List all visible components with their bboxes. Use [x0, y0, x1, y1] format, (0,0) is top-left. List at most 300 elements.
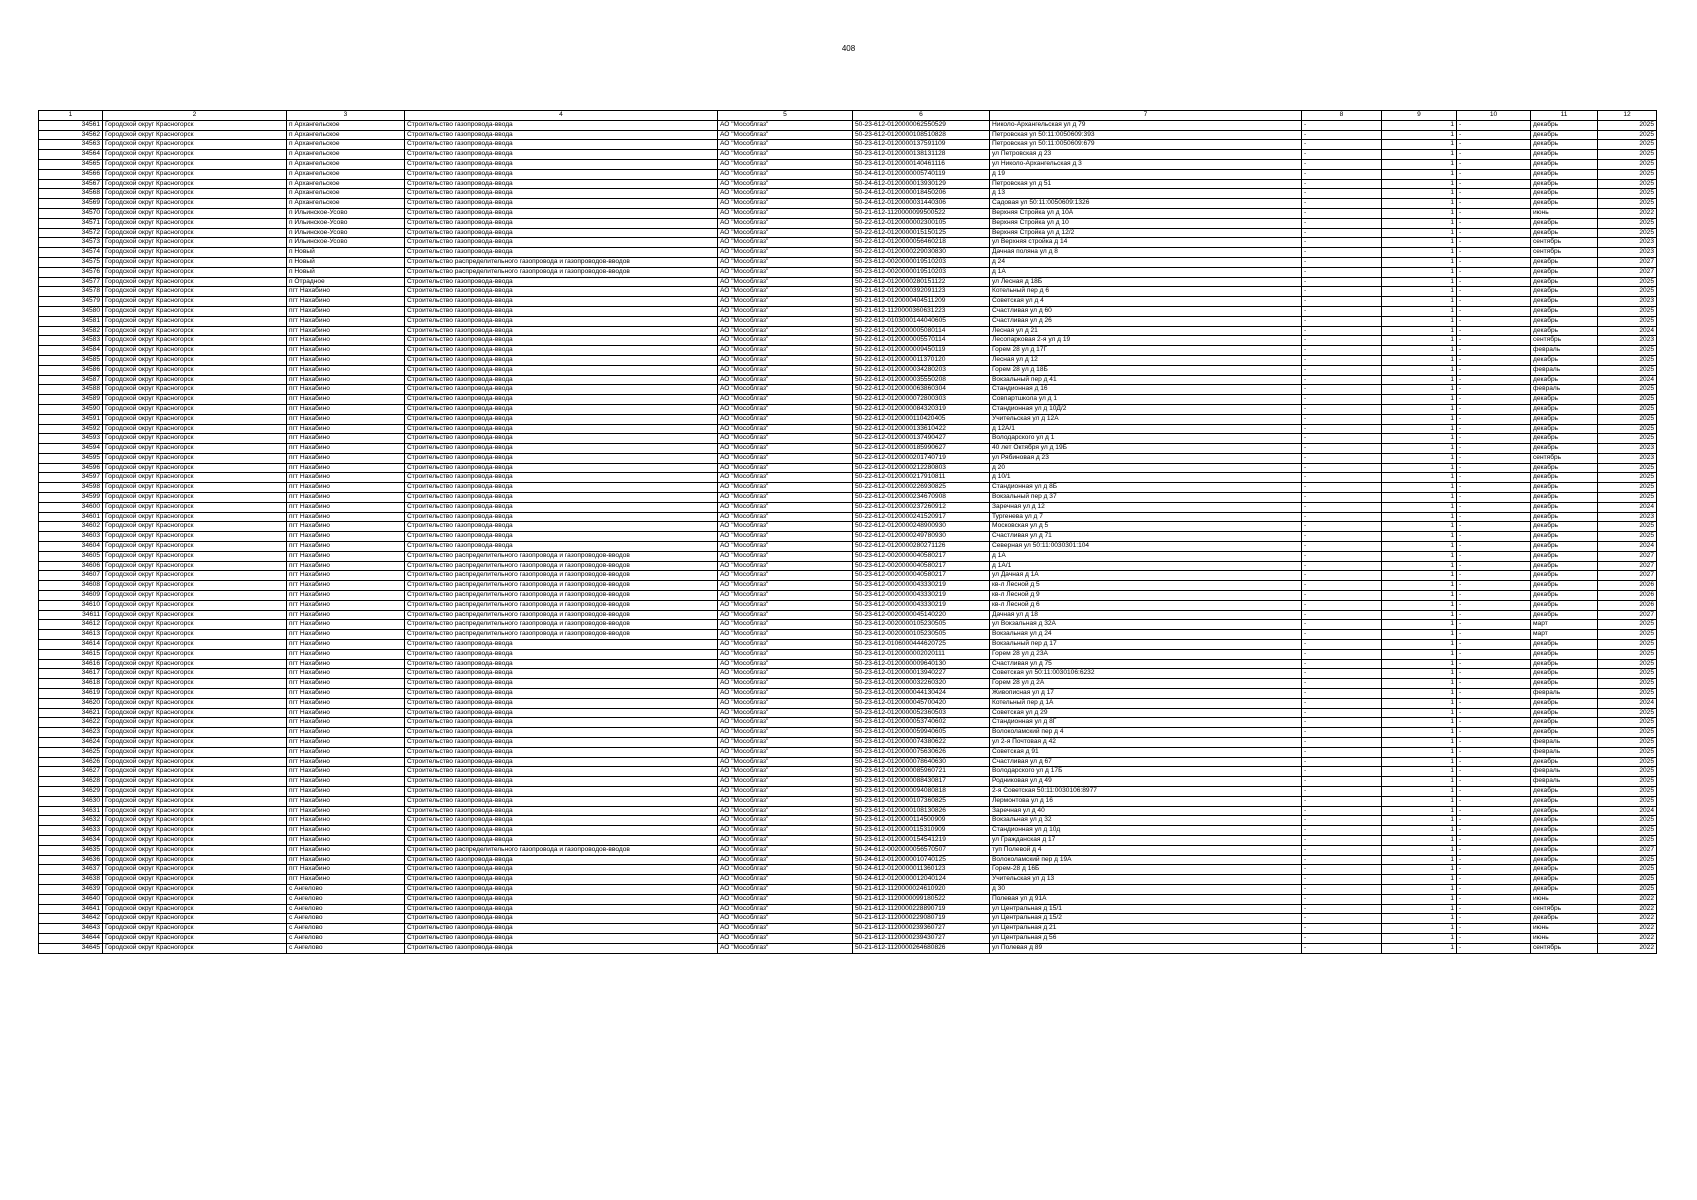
table-cell: 2025	[1598, 875, 1657, 885]
table-row	[39, 835, 1657, 845]
table-cell: АО "Мособлгаз"	[718, 414, 853, 424]
table-cell: Городской округ Красногорск	[103, 796, 287, 806]
table-cell: с Ангелово	[287, 933, 405, 943]
table-cell: февраль	[1531, 777, 1598, 787]
table-cell: Лесная ул д 21	[990, 326, 1302, 336]
table-cell: Городской округ Красногорск	[103, 669, 287, 679]
table-cell: Строительство газопровода-ввода	[405, 434, 718, 444]
table-cell: 50-23-612-0020000040580217	[853, 551, 990, 561]
table-cell: 2025	[1598, 816, 1657, 826]
table-cell: 34575	[39, 257, 103, 267]
table-cell: -	[1457, 855, 1531, 865]
table-cell: пгт Нахабино	[287, 522, 405, 532]
table-cell: декабрь	[1531, 610, 1598, 620]
table-cell: 34561	[39, 120, 103, 130]
table-cell: 34624	[39, 738, 103, 748]
table-row	[39, 649, 1657, 659]
table-cell: 50-23-612-0120000115310909	[853, 826, 990, 836]
table-cell: пгт Нахабино	[287, 512, 405, 522]
table-row	[39, 708, 1657, 718]
table-cell: пгт Нахабино	[287, 689, 405, 699]
table-cell: Строительство газопровода-ввода	[405, 640, 718, 650]
table-cell: 1	[1382, 924, 1457, 934]
table-cell: 2022	[1598, 208, 1657, 218]
table-cell: -	[1302, 218, 1382, 228]
table-cell: -	[1457, 835, 1531, 845]
table-cell: 50-22-612-0120000005080114	[853, 326, 990, 336]
table-cell: АО "Мособлгаз"	[718, 855, 853, 865]
table-cell: 50-23-612-0020000040580217	[853, 561, 990, 571]
table-cell: 2025	[1598, 228, 1657, 238]
table-cell: Волоколамский пер д 19А	[990, 855, 1302, 865]
table-cell: декабрь	[1531, 140, 1598, 150]
table-cell: -	[1457, 150, 1531, 160]
table-cell: -	[1302, 581, 1382, 591]
table-cell: Строительство распределительного газопровода и газопроводов-вводов	[405, 551, 718, 561]
table-cell: 34607	[39, 571, 103, 581]
table-cell: -	[1302, 865, 1382, 875]
table-cell: Городской округ Красногорск	[103, 375, 287, 385]
table-cell: -	[1457, 130, 1531, 140]
table-cell: АО "Мособлгаз"	[718, 169, 853, 179]
table-cell: Строительство газопровода-ввода	[405, 512, 718, 522]
table-cell: 1	[1382, 679, 1457, 689]
table-cell: Строительство распределительного газопровода и газопроводов-вводов	[405, 845, 718, 855]
table-cell: -	[1457, 542, 1531, 552]
table-cell: -	[1302, 248, 1382, 258]
table-cell: 50-22-612-0120000234670908	[853, 493, 990, 503]
table-row	[39, 816, 1657, 826]
table-cell: 1	[1382, 894, 1457, 904]
table-cell: -	[1457, 444, 1531, 454]
table-cell: -	[1457, 777, 1531, 787]
table-cell: -	[1302, 806, 1382, 816]
table-cell: ул Центральная д 15/1	[990, 904, 1302, 914]
table-cell: декабрь	[1531, 914, 1598, 924]
table-cell: д 1А/1	[990, 561, 1302, 571]
table-cell: пгт Нахабино	[287, 404, 405, 414]
table-row	[39, 933, 1657, 943]
table-row	[39, 189, 1657, 199]
table-cell: Городской округ Красногорск	[103, 767, 287, 777]
table-cell: 50-22-612-0120000280151122	[853, 277, 990, 287]
table-cell: -	[1457, 385, 1531, 395]
table-cell: Строительство газопровода-ввода	[405, 414, 718, 424]
table-cell: Стандионная ул д 10Д/2	[990, 404, 1302, 414]
table-cell: с Ангелово	[287, 884, 405, 894]
table-cell: 1	[1382, 649, 1457, 659]
table-cell: АО "Мособлгаз"	[718, 620, 853, 630]
table-row	[39, 434, 1657, 444]
table-row	[39, 375, 1657, 385]
table-cell: 1	[1382, 757, 1457, 767]
table-cell: -	[1302, 610, 1382, 620]
table-cell: 1	[1382, 483, 1457, 493]
table-cell: Городской округ Красногорск	[103, 738, 287, 748]
table-cell: 1	[1382, 228, 1457, 238]
table-cell: пгт Нахабино	[287, 826, 405, 836]
table-cell: пгт Нахабино	[287, 600, 405, 610]
table-cell: 34563	[39, 140, 103, 150]
table-cell: 50-22-612-0120000212280803	[853, 463, 990, 473]
table-cell: 50-22-612-0120000137490427	[853, 434, 990, 444]
table-cell: -	[1302, 855, 1382, 865]
table-cell: пгт Нахабино	[287, 777, 405, 787]
table-cell: Городской округ Красногорск	[103, 777, 287, 787]
table-row	[39, 718, 1657, 728]
table-cell: 2025	[1598, 473, 1657, 483]
table-cell: пгт Нахабино	[287, 659, 405, 669]
column-header: 12	[1598, 111, 1657, 121]
table-cell: 2025	[1598, 483, 1657, 493]
table-cell: декабрь	[1531, 277, 1598, 287]
table-cell: Городской округ Красногорск	[103, 218, 287, 228]
table-row	[39, 473, 1657, 483]
table-cell: Городской округ Красногорск	[103, 228, 287, 238]
table-cell: 2023	[1598, 297, 1657, 307]
table-cell: Строительство газопровода-ввода	[405, 444, 718, 454]
table-cell: 34621	[39, 708, 103, 718]
table-cell: 1	[1382, 424, 1457, 434]
table-cell: пгт Нахабино	[287, 747, 405, 757]
table-row	[39, 355, 1657, 365]
table-cell: -	[1457, 933, 1531, 943]
table-cell: -	[1457, 453, 1531, 463]
table-cell: 2025	[1598, 865, 1657, 875]
table-cell: 1	[1382, 542, 1457, 552]
table-cell: Строительство газопровода-ввода	[405, 316, 718, 326]
table-cell: 34616	[39, 659, 103, 669]
table-cell: -	[1457, 306, 1531, 316]
table-cell: -	[1302, 561, 1382, 571]
table-row	[39, 571, 1657, 581]
table-cell: 34582	[39, 326, 103, 336]
table-row	[39, 659, 1657, 669]
table-cell: Городской округ Красногорск	[103, 434, 287, 444]
table-cell: пгт Нахабино	[287, 297, 405, 307]
table-cell: Садовая ул 50:11:0050609:1326	[990, 199, 1302, 209]
table-cell: 2027	[1598, 561, 1657, 571]
table-cell: Строительство газопровода-ввода	[405, 150, 718, 160]
table-cell: Стандионная ул д 10д	[990, 826, 1302, 836]
table-cell: Котельный пер д 1А	[990, 698, 1302, 708]
table-cell: АО "Мособлгаз"	[718, 884, 853, 894]
table-cell: 1	[1382, 453, 1457, 463]
table-cell: Городской округ Красногорск	[103, 316, 287, 326]
table-row	[39, 228, 1657, 238]
table-cell: 50-22-612-0120000248900930	[853, 522, 990, 532]
table-cell: Стандионная ул д 8Б	[990, 483, 1302, 493]
table-cell: 2022	[1598, 914, 1657, 924]
table-row	[39, 414, 1657, 424]
table-cell: д 19	[990, 169, 1302, 179]
table-cell: декабрь	[1531, 375, 1598, 385]
table-cell: пгт Нахабино	[287, 571, 405, 581]
table-cell: Строительство распределительного газопровода и газопроводов-вводов	[405, 581, 718, 591]
table-cell: -	[1457, 894, 1531, 904]
table-cell: пгт Нахабино	[287, 718, 405, 728]
table-cell: 34613	[39, 630, 103, 640]
table-cell: Городской округ Красногорск	[103, 326, 287, 336]
table-cell: 1	[1382, 835, 1457, 845]
table-cell: 34571	[39, 218, 103, 228]
table-row	[39, 640, 1657, 650]
table-row	[39, 679, 1657, 689]
table-cell: -	[1302, 257, 1382, 267]
table-cell: декабрь	[1531, 826, 1598, 836]
table-cell: 2025	[1598, 395, 1657, 405]
table-cell: с Ангелово	[287, 904, 405, 914]
table-cell: 1	[1382, 551, 1457, 561]
table-cell: декабрь	[1531, 483, 1598, 493]
table-cell: 1	[1382, 248, 1457, 258]
table-cell: Городской округ Красногорск	[103, 933, 287, 943]
table-cell: 34631	[39, 806, 103, 816]
table-cell: 50-22-612-0120000201740719	[853, 453, 990, 463]
table-cell: 50-22-612-0120000005570114	[853, 336, 990, 346]
table-cell: 34633	[39, 826, 103, 836]
table-cell: пгт Нахабино	[287, 434, 405, 444]
table-cell: -	[1457, 512, 1531, 522]
table-cell: ул Вокзальная д 32А	[990, 620, 1302, 630]
table-cell: 50-23-612-0120000137591109	[853, 140, 990, 150]
table-cell: -	[1302, 894, 1382, 904]
table-cell: декабрь	[1531, 884, 1598, 894]
table-cell: 50-22-612-0120000185990627	[853, 444, 990, 454]
table-cell: -	[1302, 424, 1382, 434]
table-cell: АО "Мособлгаз"	[718, 786, 853, 796]
table-cell: Строительство газопровода-ввода	[405, 679, 718, 689]
table-cell: п Ильинское-Усово	[287, 208, 405, 218]
table-cell: 50-24-612-0120000031440306	[853, 199, 990, 209]
table-cell: 50-23-612-0120000094080818	[853, 786, 990, 796]
table-cell: 34565	[39, 159, 103, 169]
table-cell: декабрь	[1531, 502, 1598, 512]
table-cell: 2024	[1598, 502, 1657, 512]
table-cell: АО "Мособлгаз"	[718, 365, 853, 375]
table-row	[39, 199, 1657, 209]
table-cell: пгт Нахабино	[287, 786, 405, 796]
table-cell: АО "Мособлгаз"	[718, 542, 853, 552]
table-cell: Городской округ Красногорск	[103, 512, 287, 522]
table-row	[39, 826, 1657, 836]
table-cell: ул Петровская д 23	[990, 150, 1302, 160]
table-cell: пгт Нахабино	[287, 346, 405, 356]
table-cell: 34581	[39, 316, 103, 326]
table-cell: 1	[1382, 502, 1457, 512]
table-cell: 34632	[39, 816, 103, 826]
column-header: 6	[853, 111, 990, 121]
table-cell: 34608	[39, 581, 103, 591]
table-cell: АО "Мособлгаз"	[718, 189, 853, 199]
table-cell: 2025	[1598, 169, 1657, 179]
table-cell: АО "Мособлгаз"	[718, 757, 853, 767]
table-cell: Строительство газопровода-ввода	[405, 385, 718, 395]
table-cell: АО "Мособлгаз"	[718, 453, 853, 463]
table-cell: Городской округ Красногорск	[103, 385, 287, 395]
table-cell: Строительство газопровода-ввода	[405, 835, 718, 845]
table-cell: -	[1302, 414, 1382, 424]
table-cell: ул Центральная д 56	[990, 933, 1302, 943]
table-cell: 50-23-612-0020000105230505	[853, 630, 990, 640]
table-cell: -	[1457, 679, 1531, 689]
table-cell: АО "Мособлгаз"	[718, 257, 853, 267]
table-cell: Горем 28 ул д 2А	[990, 679, 1302, 689]
table-cell: Городской округ Красногорск	[103, 355, 287, 365]
table-cell: Городской округ Красногорск	[103, 444, 287, 454]
table-cell: Городской округ Красногорск	[103, 826, 287, 836]
table-cell: 2025	[1598, 728, 1657, 738]
table-cell: 34564	[39, 150, 103, 160]
table-cell: Горем 28 ул д 23А	[990, 649, 1302, 659]
table-cell: д 10/1	[990, 473, 1302, 483]
table-cell: 2026	[1598, 591, 1657, 601]
table-cell: Тургенева ул д 7	[990, 512, 1302, 522]
table-cell: АО "Мособлгаз"	[718, 796, 853, 806]
table-cell: Строительство распределительного газопровода и газопроводов-вводов	[405, 600, 718, 610]
table-cell: АО "Мособлгаз"	[718, 493, 853, 503]
table-cell: 50-23-612-0120000013940227	[853, 669, 990, 679]
table-cell: 34578	[39, 287, 103, 297]
table-row	[39, 287, 1657, 297]
table-row	[39, 698, 1657, 708]
table-row	[39, 630, 1657, 640]
table-cell: Строительство газопровода-ввода	[405, 493, 718, 503]
column-header: 4	[405, 111, 718, 121]
table-cell: Городской округ Красногорск	[103, 551, 287, 561]
table-cell: Строительство газопровода-ввода	[405, 914, 718, 924]
table-cell: Строительство газопровода-ввода	[405, 933, 718, 943]
table-cell: Городской округ Красногорск	[103, 248, 287, 258]
table-cell: декабрь	[1531, 444, 1598, 454]
table-cell: Строительство газопровода-ввода	[405, 924, 718, 934]
table-cell: АО "Мособлгаз"	[718, 581, 853, 591]
table-cell: 2025	[1598, 179, 1657, 189]
table-cell: -	[1302, 316, 1382, 326]
table-cell: пгт Нахабино	[287, 551, 405, 561]
table-cell: -	[1302, 326, 1382, 336]
data-table	[38, 110, 1657, 954]
table-cell: АО "Мособлгаз"	[718, 326, 853, 336]
table-cell: 1	[1382, 257, 1457, 267]
table-cell: 2025	[1598, 679, 1657, 689]
table-cell: 34644	[39, 933, 103, 943]
table-cell: -	[1457, 248, 1531, 258]
table-cell: Строительство распределительного газопровода и газопроводов-вводов	[405, 620, 718, 630]
table-cell: 50-24-612-0020000056570507	[853, 845, 990, 855]
table-cell: д 1А	[990, 551, 1302, 561]
table-cell: 34590	[39, 404, 103, 414]
table-cell: 1	[1382, 316, 1457, 326]
table-cell: АО "Мособлгаз"	[718, 179, 853, 189]
table-cell: -	[1302, 943, 1382, 953]
table-cell: Строительство распределительного газопровода и газопроводов-вводов	[405, 591, 718, 601]
table-cell: Строительство распределительного газопровода и газопроводов-вводов	[405, 571, 718, 581]
table-cell: Строительство газопровода-ввода	[405, 453, 718, 463]
table-cell: пгт Нахабино	[287, 385, 405, 395]
table-cell: 2022	[1598, 904, 1657, 914]
table-cell: Строительство газопровода-ввода	[405, 708, 718, 718]
table-cell: -	[1302, 238, 1382, 248]
table-cell: -	[1302, 267, 1382, 277]
table-cell: 1	[1382, 581, 1457, 591]
table-cell: Строительство газопровода-ввода	[405, 894, 718, 904]
table-cell: АО "Мособлгаз"	[718, 640, 853, 650]
table-cell: 50-22-612-0120000056460218	[853, 238, 990, 248]
table-row	[39, 120, 1657, 130]
table-cell: -	[1457, 169, 1531, 179]
table-cell: 50-23-612-0120000002020111	[853, 649, 990, 659]
table-cell: 34576	[39, 267, 103, 277]
table-cell: 50-21-612-1120000228890719	[853, 904, 990, 914]
table-row	[39, 551, 1657, 561]
table-cell: -	[1302, 385, 1382, 395]
table-cell: 1	[1382, 365, 1457, 375]
table-row	[39, 444, 1657, 454]
table-cell: декабрь	[1531, 728, 1598, 738]
table-cell: с Ангелово	[287, 924, 405, 934]
table-cell: -	[1457, 208, 1531, 218]
table-row	[39, 669, 1657, 679]
table-cell: -	[1457, 493, 1531, 503]
table-cell: АО "Мособлгаз"	[718, 708, 853, 718]
table-cell: 34587	[39, 375, 103, 385]
table-cell: АО "Мособлгаз"	[718, 306, 853, 316]
table-row	[39, 914, 1657, 924]
table-cell: АО "Мособлгаз"	[718, 336, 853, 346]
table-cell: 2025	[1598, 493, 1657, 503]
table-cell: Городской округ Красногорск	[103, 502, 287, 512]
table-cell: -	[1302, 757, 1382, 767]
table-cell: декабрь	[1531, 600, 1598, 610]
table-cell: Городской округ Красногорск	[103, 169, 287, 179]
table-row	[39, 894, 1657, 904]
table-cell: 50-24-612-0120000018450206	[853, 189, 990, 199]
table-cell: Городской округ Красногорск	[103, 150, 287, 160]
table-cell: -	[1457, 199, 1531, 209]
table-cell: 1	[1382, 404, 1457, 414]
table-cell: АО "Мособлгаз"	[718, 777, 853, 787]
table-cell: 1	[1382, 630, 1457, 640]
table-cell: Строительство газопровода-ввода	[405, 796, 718, 806]
table-cell: -	[1457, 718, 1531, 728]
table-cell: 50-24-612-0120000005740119	[853, 169, 990, 179]
column-header: 5	[718, 111, 853, 121]
table-cell: -	[1457, 502, 1531, 512]
table-cell: пгт Нахабино	[287, 444, 405, 454]
table-cell: 1	[1382, 708, 1457, 718]
table-cell: -	[1302, 169, 1382, 179]
table-cell: Советская ул д 29	[990, 708, 1302, 718]
table-cell: 34626	[39, 757, 103, 767]
table-cell: 50-21-612-1120000099180522	[853, 894, 990, 904]
table-cell: 34602	[39, 522, 103, 532]
table-cell: 34622	[39, 718, 103, 728]
table-cell: 1	[1382, 571, 1457, 581]
table-cell: Строительство распределительного газопровода и газопроводов-вводов	[405, 267, 718, 277]
table-cell: пгт Нахабино	[287, 375, 405, 385]
table-cell: Строительство газопровода-ввода	[405, 287, 718, 297]
table-cell: декабрь	[1531, 414, 1598, 424]
table-cell: -	[1457, 218, 1531, 228]
table-cell: АО "Мособлгаз"	[718, 943, 853, 953]
table-row	[39, 884, 1657, 894]
table-cell: 50-21-612-1120000264680826	[853, 943, 990, 953]
table-cell: 2025	[1598, 287, 1657, 297]
table-cell: Вокзальный пер д 41	[990, 375, 1302, 385]
table-cell: декабрь	[1531, 218, 1598, 228]
table-cell: -	[1302, 816, 1382, 826]
